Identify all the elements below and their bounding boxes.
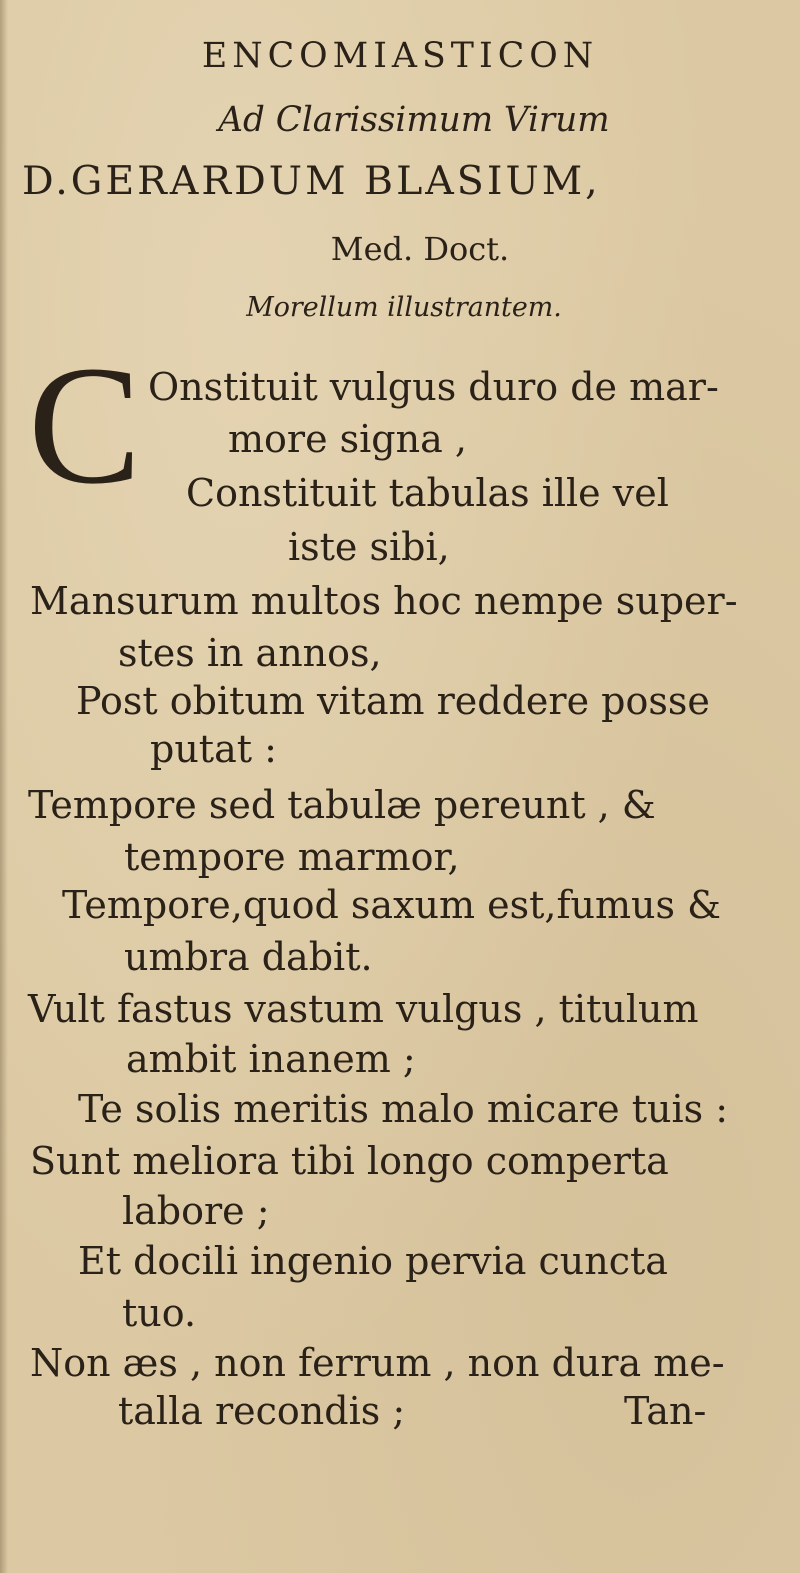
poem-line: Te solis meritis malo micare tuis : [78,1087,729,1131]
poem-line: Non æs , non ferrum , non dura me- [30,1341,725,1385]
poem-line: Sunt meliora tibi longo comperta [30,1139,669,1183]
poem-line: Vult fastus vastum vulgus , titulum [28,987,699,1031]
poem-line: talla recondis ; [118,1389,406,1433]
poem-line: labore ; [122,1189,270,1233]
catchword: Tan- [624,1389,707,1433]
poem-line: Et docili ingenio pervia cuncta [78,1239,668,1283]
poem-line: putat : [150,727,277,771]
drop-cap-initial: C [28,331,142,519]
heading-dedication: Ad Clarissimum Virum [218,100,610,140]
poem-line: tempore marmor, [124,835,460,879]
heading-name: D.GERARDUM BLASIUM, [22,158,601,204]
poem-line: ambit inanem ; [126,1037,416,1081]
poem-line: Tempore,quod saxum est,fumus & [62,883,721,927]
heading-title: ENCOMIASTICON [201,36,599,76]
poem-line: stes in annos, [118,631,382,675]
heading-subject: Morellum illustrantem. [246,292,562,323]
poem-line: more signa , [228,417,467,461]
heading-degree: Med. Doct. [330,230,510,268]
poem-line: Post obitum vitam reddere posse [76,679,710,723]
poem-line: Onstituit vulgus duro de mar- [148,365,719,409]
poem-line: iste sibi, [288,525,450,569]
poem-line: umbra dabit. [124,935,373,979]
poem-line: Tempore sed tabulæ pereunt , & [28,783,656,827]
poem-line: tuo. [122,1291,197,1335]
poem-line: Constituit tabulas ille vel [186,471,669,515]
poem-line: Mansurum multos hoc nempe super- [30,579,738,623]
